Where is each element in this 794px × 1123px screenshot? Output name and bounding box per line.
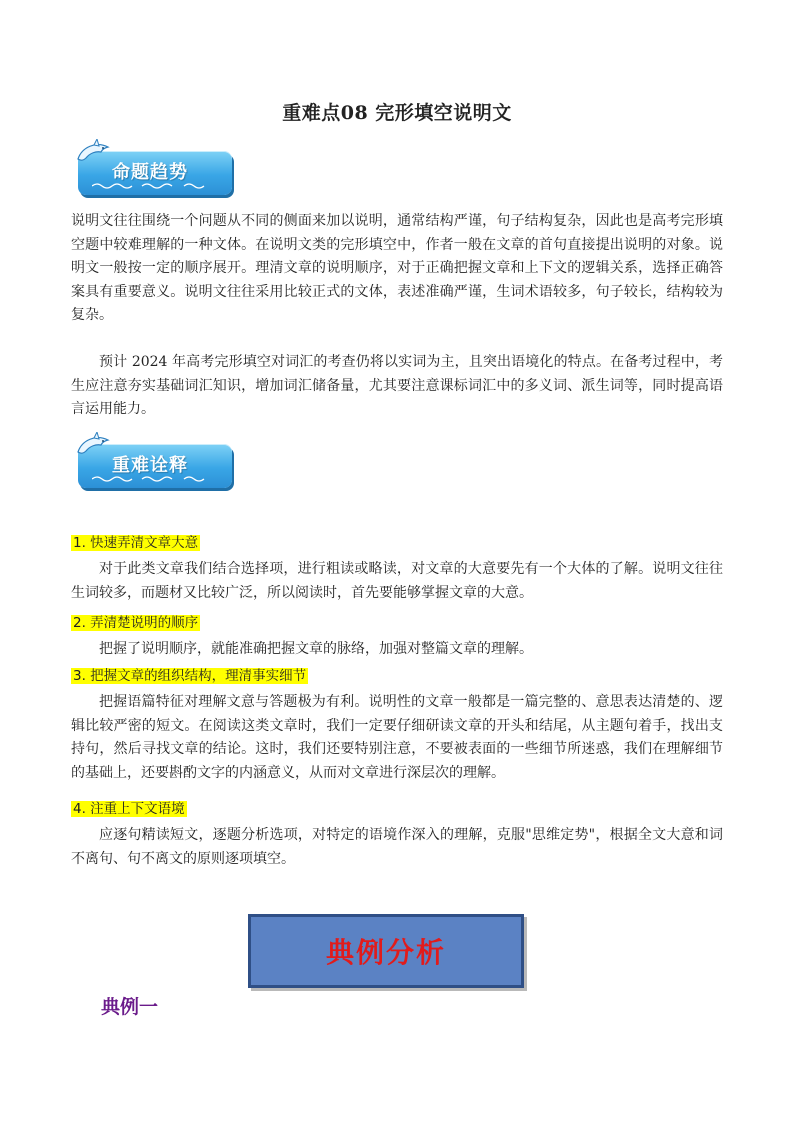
point-2-heading: [71, 614, 200, 633]
point-3-heading: [71, 667, 308, 686]
example-one-label: 典例一: [101, 996, 159, 1018]
point-1-heading: [71, 534, 200, 553]
point-1-body: 对于此类文章我们结合选择项，进行粗读或略读，对文章的大意要先有一个大体的了解。说明文往往生词较多，而题材又比较广泛，所以阅读时，首先要能够掌握文章的大意。: [71, 561, 723, 601]
point-heading-text: 3. 把握文章的组织结构，理清事实细节: [73, 668, 307, 684]
wave-icon: [92, 182, 212, 190]
dolphin-icon: [74, 139, 114, 169]
banner-label: 命题趋势: [112, 162, 188, 183]
banner-label: 重难诠释: [112, 455, 188, 476]
point-heading-text: 1. 快速弄清文章大意: [73, 535, 199, 551]
trend-banner: [78, 151, 232, 195]
wave-icon: [92, 475, 212, 483]
example-analysis-box: [248, 914, 524, 988]
point-4-body: 应逐句精读短文，逐题分析选项，对特定的语境作深入的理解，克服"思维定势"，根据全文大意和词不离句、句不离文的原则逐项填空。: [71, 827, 723, 867]
dolphin-icon: [74, 432, 114, 462]
point-heading-text: 2. 弄清楚说明的顺序: [73, 615, 199, 631]
trend-paragraph-2: 预计 2024 年高考完形填空对词汇的考查仍将以实词为主，且突出语境化的特点。在备考过程中，考生应注意夯实基础词汇知识，增加词汇储备量，尤其要注意课标词汇中的多义词、派生词等，同时提高语言运用能力。: [71, 354, 723, 417]
page-title: 重难点08 完形填空说明文: [282, 102, 512, 124]
example-analysis-title: 典例分析: [325, 936, 446, 969]
point-heading-text: 4. 注重上下文语境: [73, 801, 185, 817]
explanation-banner: [78, 444, 232, 488]
point-3-body: 把握语篇特征对理解文意与答题极为有利。说明性的文章一般都是一篇完整的、意思表达清楚的、逻辑比较严密的短文。在阅读这类文章时，我们一定要仔细研读文章的开头和结尾，从主题句着手，找出支持句，然后寻找文章的结论。这时，我们还要特别注意，不要被表面的一些细节所迷惑，我们在理解细节的基础上，还要斟酌文字的内涵意义，从而对文章进行深层次的理解。: [71, 694, 723, 781]
trend-paragraph-1: 说明文往往围绕一个问题从不同的侧面来加以说明，通常结构严谨，句子结构复杂，因此也是高考完形填空题中较难理解的一种文体。在说明文类的完形填空中，作者一般在文章的首句直接提出说明的对象。说明文一般按一定的顺序展开。理清文章的说明顺序，对于正确把握文章和上下文的逻辑关系，选择正确答案具有重要意义。说明文往往采用比较正式的文体，表述准确严谨，生词术语较多，句子较长，结构较为复杂。: [71, 213, 723, 323]
point-2-body: 把握了说明顺序，就能准确把握文章的脉络，加强对整篇文章的理解。: [99, 641, 533, 657]
point-4-heading: [71, 800, 187, 819]
